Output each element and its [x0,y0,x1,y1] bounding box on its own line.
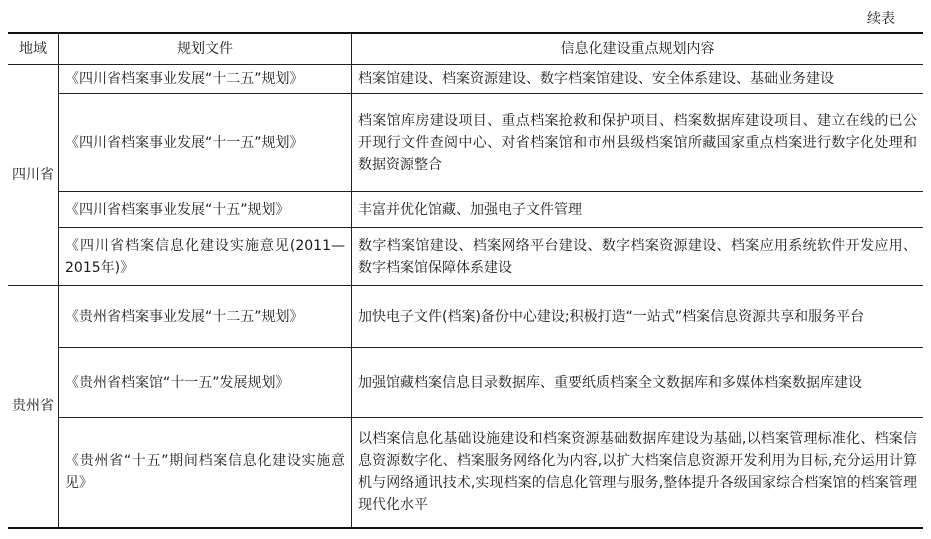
document-cell: 《四川省档案事业发展“十五”规划》 [59,192,352,228]
document-cell: 《贵州省档案事业发展“十二五”规划》 [59,286,352,348]
content-cell: 加快电子文件(档案)备份中心建设;积极打造“一站式”档案信息资源共享和服务平台 [352,286,924,348]
planning-table [8,32,923,529]
content-cell: 档案馆库房建设项目、重点档案抢救和保护项目、档案数据库建设项目、建立在线的已公开现行文件查阅中心、对省档案馆和市州县级档案馆所藏国家重点档案进行数字化处理和数据资源整合 [352,94,924,192]
document-cell: 《四川省档案信息化建设实施意见(2011—2015年)》 [59,228,352,286]
header-content: 信息化建设重点规划内容 [352,33,924,65]
header-region: 地域 [8,33,59,65]
table-row [8,228,923,286]
content-cell: 丰富并优化馆藏、加强电子文件管理 [352,192,924,228]
content-cell: 数字档案馆建设、档案网络平台建设、数字档案资源建设、档案应用系统软件开发应用、数字档案馆保障体系建设 [352,228,924,286]
document-cell: 《四川省档案事业发展“十一五”规划》 [59,94,352,192]
header-document: 规划文件 [59,33,352,65]
table-row [8,418,923,528]
table-row [8,192,923,228]
document-cell: 《贵州省档案馆“十一五”发展规划》 [59,348,352,418]
document-cell: 《贵州省“十五”期间档案信息化建设实施意见》 [59,418,352,528]
content-cell: 以档案信息化基础设施建设和档案资源基础数据库建设为基础,以档案管理标准化、档案信息资源数字化、档案服务网络化为内容,以扩大档案信息资源开发利用为目标,充分运用计算机与网络通讯技术,实现档案的信息化管理与服务,整体提升各级国家综合档案馆的档案管理现代化水平 [352,418,924,528]
region-cell-guizhou: 贵州省 [8,286,59,528]
continued-label: 续表 [867,11,895,27]
table-row [8,348,923,418]
table-row [8,94,923,192]
table-row [8,65,923,94]
content-cell: 档案馆建设、档案资源建设、数字档案馆建设、安全体系建设、基础业务建设 [352,65,924,94]
table-row [8,286,923,348]
region-cell-sichuan: 四川省 [8,65,59,286]
table-header-row [8,33,923,65]
document-cell: 《四川省档案事业发展“十二五”规划》 [59,65,352,94]
content-cell: 加强馆藏档案信息目录数据库、重要纸质档案全文数据库和多媒体档案数据库建设 [352,348,924,418]
